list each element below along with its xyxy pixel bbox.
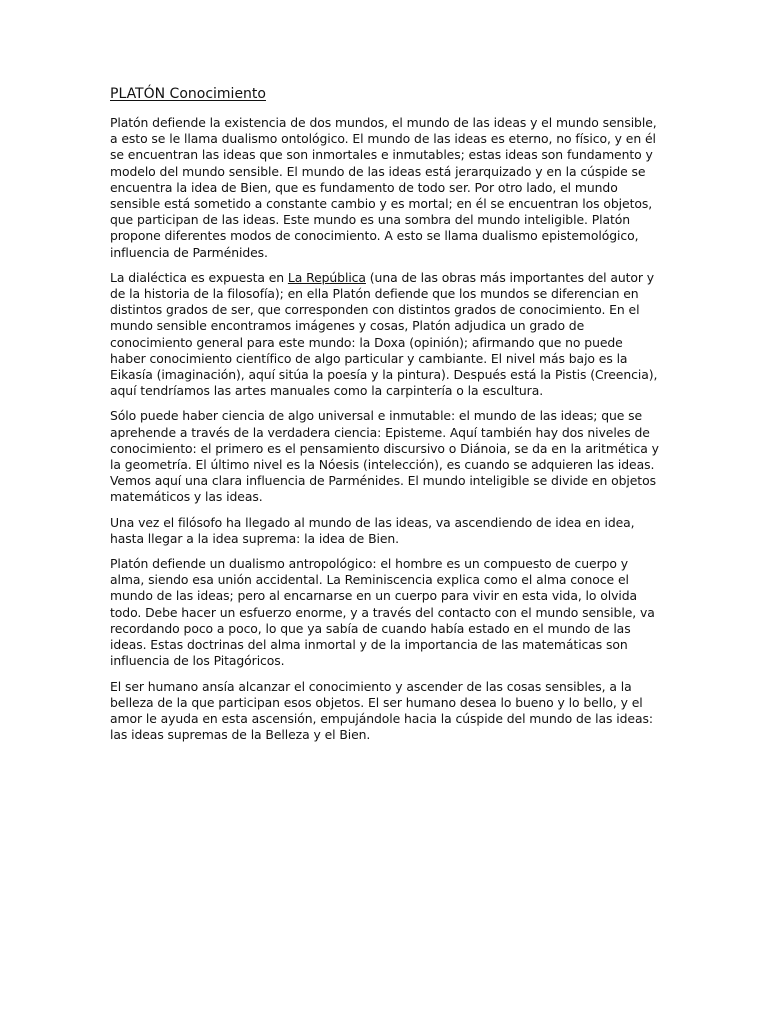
paragraph-ascenso-filosofo: Una vez el filósofo ha llegado al mundo de las ideas, va ascendiendo de idea en idea, hasta llegar a la idea suprema: la idea de Bien. bbox=[110, 514, 635, 546]
document-body bbox=[110, 86, 660, 752]
paragraph-dialectica-rest: (una de las obras más importantes del autor y de la historia de la filosofía); en ella Platón defiende que los mundos se diferencian en distintos grados de ser, que corresponden con distintos grados de conocimiento. En el mundo sensible encontramos imágenes y cosas, Platón adjudica un grado de conocimiento general para este mundo: la Doxa (opinión); afirmando que no puede haber conocimiento científico de algo particular y cambiante. El nivel más bajo es la Eikasía (imaginación), aquí sitúa la poesía y la pintura). Después está la Pistis (Creencia), aquí tendríamos las artes manuales como la carpintería o la escultura. bbox=[110, 269, 658, 399]
la-republica-reference: La República bbox=[287, 269, 366, 285]
paragraph-dialectica-intro: La dialéctica es expuesta en bbox=[110, 269, 288, 285]
paragraph-dialectica bbox=[110, 270, 660, 400]
paragraph-dualismo-antropologico: Platón defiende un dualismo antropológico: el hombre es un compuesto de cuerpo y alma, siendo esa unión accidental. La Reminiscencia explica como el alma conoce el mundo de las ideas; pero al encarnarse en un cuerpo para vivir en esta vida, lo olvida todo. Debe hacer un esfuerzo enorme, y a través del contacto con el mundo sensible, va recordando poco a poco, lo que ya sabía de cuando había estado en el mundo de las ideas. Estas doctrinas del alma inmortal y de la importancia de las matemáticas son influencia de los Pitagóricos. bbox=[110, 556, 655, 669]
paragraph-dos-mundos: Platón defiende la existencia de dos mundos, el mundo de las ideas y el mundo sensible, a esto se le llama dualismo ontológico. El mundo de las ideas es eterno, no físico, y en él se encuentran las ideas que son inmortales e inmutables; estas ideas son fundamento y modelo del mundo sensible. El mundo de las ideas está jerarquizado y en la cúspide se encuentra la idea de Bien, que es fundamento de todo ser. Por otro lado, el mundo sensible está sometido a constante cambio y es mortal; en él se encuentran los objetos, que participan de las ideas. Este mundo es una sombra del mundo inteligible. Platón propone diferentes modos de conocimiento. A esto se llama dualismo epistemológico, influencia de Parménides. bbox=[110, 115, 657, 260]
document-title: PLATÓN Conocimiento bbox=[110, 86, 266, 102]
paragraph-ciencia-universal: Sólo puede haber ciencia de algo universal e inmutable: el mundo de las ideas; que se aprehende a través de la verdadera ciencia: Episteme. Aquí también hay dos niveles de conocimiento: el primero es el pensamiento discursivo o Diánoia, se da en la aritmética y la geometría. El último nivel es la Nóesis (intelección), es cuando se adquieren las ideas. Vemos aquí una clara influencia de Parménides. El mundo inteligible se divide en objetos matemáticos y las ideas. bbox=[110, 408, 659, 505]
paragraph-ser-humano: El ser humano ansía alcanzar el conocimiento y ascender de las cosas sensibles, a la belleza de la que participan esos objetos. El ser humano desea lo bueno y lo bello, y el amor le ayuda en esta ascensión, empujándole hacia la cúspide del mundo de las ideas: las ideas supremas de la Belleza y el Bien. bbox=[110, 678, 653, 743]
